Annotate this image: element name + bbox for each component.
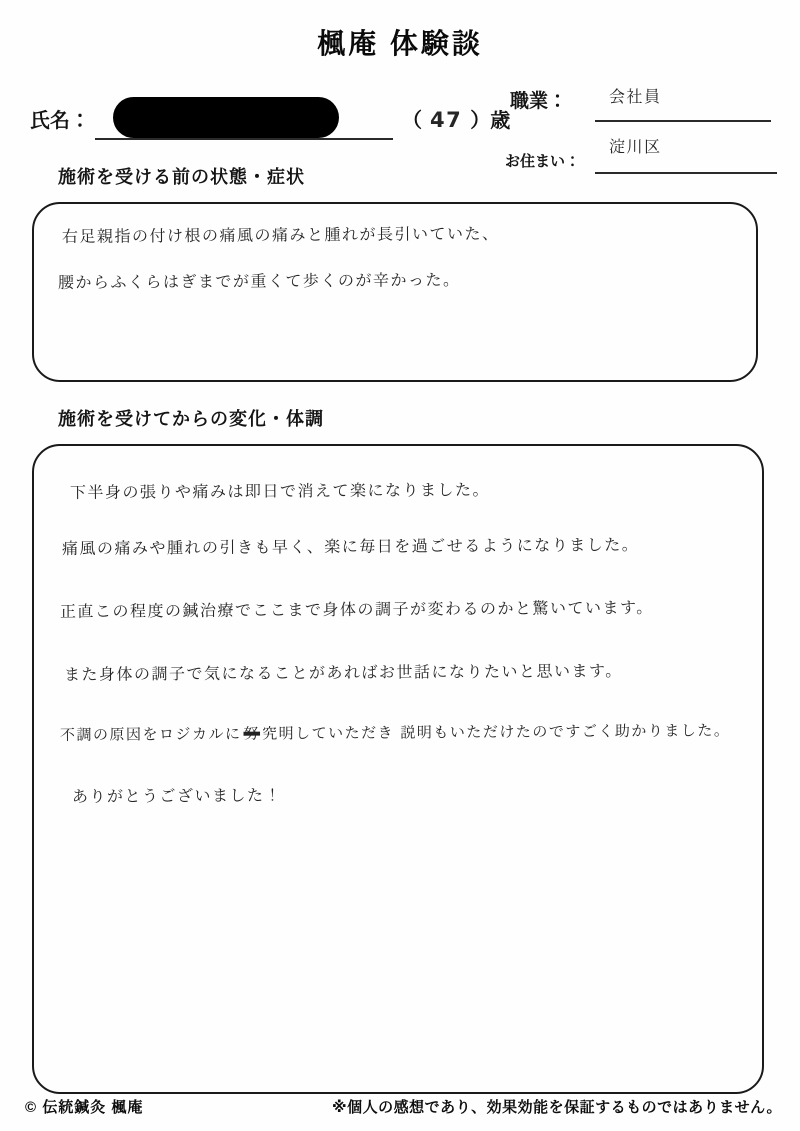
after-section-label: 施術を受けてからの変化・体調: [58, 409, 324, 429]
footer-copyright: © 伝統鍼灸 楓庵: [25, 1099, 144, 1116]
age-value: 47: [430, 108, 463, 132]
age-paren-open: （: [402, 110, 422, 132]
name-label: 氏名：: [30, 110, 90, 132]
scribbled-out-character: 努: [243, 724, 261, 743]
handwritten-line: 右足親指の付け根の痛風の痛みと腫れが長引いていた、: [61, 223, 500, 246]
age-field: [402, 104, 510, 133]
before-section-label: 施術を受ける前の状態・症状: [58, 167, 305, 187]
residence-label: お住まい：: [505, 153, 581, 170]
line-segment: 究明していただき 説明もいただけたのですごく助かりました。: [261, 721, 731, 743]
handwritten-line: また身体の調子で気になることがあればお世話になりたいと思います。: [63, 661, 623, 684]
handwritten-line: 下半身の張りや痛みは即日で消えて楽になりました。: [69, 480, 491, 502]
page-title: 楓庵 体験談: [317, 28, 483, 59]
before-section-box: [32, 202, 758, 382]
occupation-underline: [595, 84, 771, 122]
handwritten-line: ありがとうございました！: [71, 785, 283, 806]
name-redaction-bar: [113, 97, 339, 138]
line-segment: 不調の原因をロジカルに: [59, 724, 242, 744]
residence-value: 淀川区: [609, 137, 662, 156]
footer-disclaimer: ※個人の感想であり、効果効能を保証するものではありません。: [332, 1099, 782, 1116]
handwritten-line: 痛風の痛みや腫れの引きも早く、楽に毎日を過ごせるようになりました。: [61, 534, 640, 558]
age-paren-close: ）歳: [470, 110, 511, 132]
occupation-label: 職業：: [510, 91, 568, 112]
occupation-value: 会社員: [609, 87, 662, 106]
handwritten-line: 腰からふくらはぎまでが重くて歩くのが辛かった。: [57, 270, 461, 292]
after-section-box: [32, 444, 764, 1094]
handwritten-line: 正直この程度の鍼治療でここまで身体の調子が変わるのかと驚いています。: [59, 597, 654, 621]
residence-underline: [595, 134, 777, 174]
handwritten-line: [60, 719, 730, 745]
